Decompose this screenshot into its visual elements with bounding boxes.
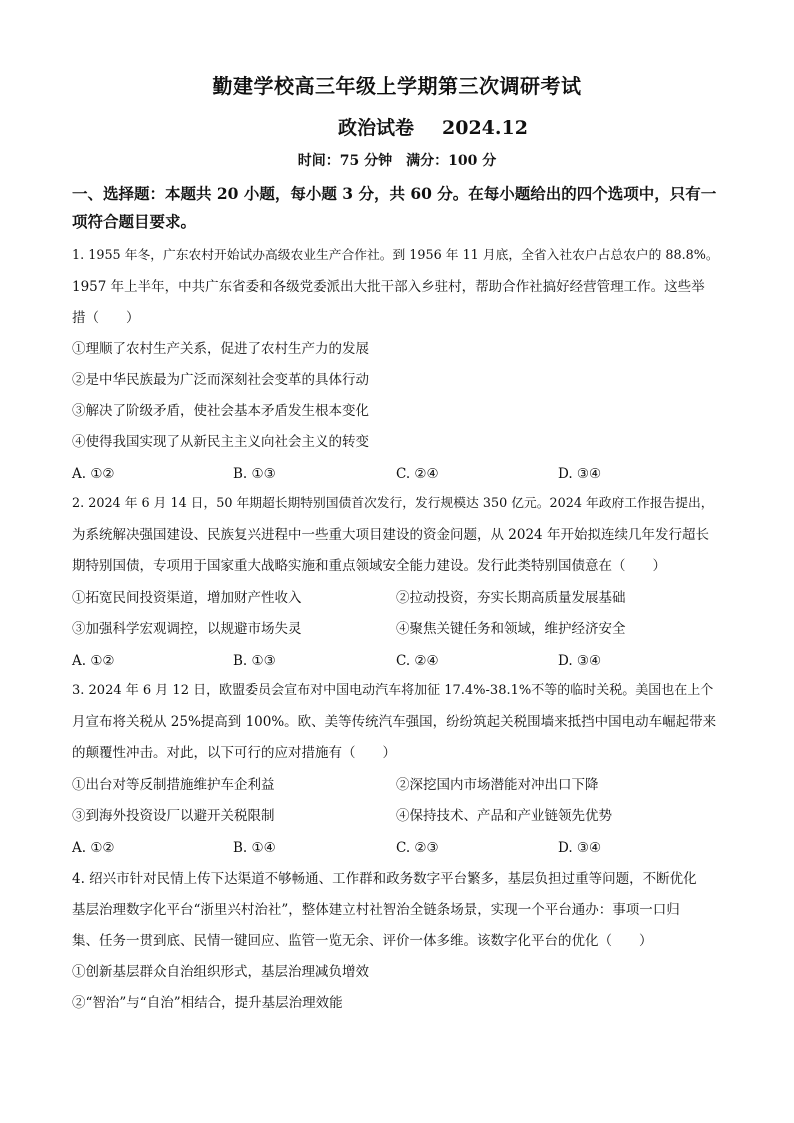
q1-stem-line2: 1957 年上半年，中共广东省委和各级党委派出大批干部入乡驻村，帮助合作社搞好经营管理工作。这些举 [72,279,705,295]
q2-item-3: ③加强科学宏观调控，以规避市场失灵 [72,621,302,637]
q3-stem-line2: 月宣布将关税从 25%提高到 100%。欧、美等传统汽车强国，纷纷筑起关税围墙来抵挡中国电动车崛起带来 [72,714,717,730]
q1-choice-c[interactable]: C. ②④ [396,466,439,482]
q2-item-4: ④聚焦关键任务和领域，维护经济安全 [396,621,626,637]
q2-stem-line3: 期特别国债，专项用于国家重大战略实施和重点领域安全能力建设。发行此类特别国债意在（ ） [72,558,666,574]
q3-item-2: ②深挖国内市场潜能对冲出口下降 [396,777,599,793]
q3-item-3: ③到海外投资设厂以避开关税限制 [72,808,275,824]
q1-stem-line1: 1. 1955 年冬，广东农村开始试办高级农业生产合作社。到 1956 年 11 月底，全省入社农户占总农户的 88.8%。 [72,248,719,263]
q4-stem-line2: 基层治理数字化平台“浙里兴村治社”，整体建立村社智治全链条场景，实现一个平台通办：事项一口归 [72,902,680,918]
exam-meta: 时间：75 分钟 满分：100 分 [297,153,497,169]
q3-stem-line3: 的颠覆性冲击。对此，以下可行的应对措施有（ ） [72,745,396,761]
q4-item-2: ②“智治”与“自治”相结合，提升基层治理效能 [72,995,343,1011]
q1-choice-d[interactable]: D. ③④ [558,466,602,482]
q2-choice-d[interactable]: D. ③④ [558,653,602,669]
q1-item-4: ④使得我国实现了从新民主主义向社会主义的转变 [72,434,369,450]
q3-stem-line1: 3. 2024 年 6 月 12 日，欧盟委员会宣布对中国电动汽车将加征 17.4%-38.1%不等的临时关税。美国也在上个 [72,683,714,698]
exam-subtitle [338,113,528,140]
q1-item-2: ②是中华民族最为广泛而深刻社会变革的具体行动 [72,372,369,388]
q3-choice-d[interactable]: D. ③④ [558,840,602,856]
q2-item-1: ①拓宽民间投资渠道，增加财产性收入 [72,590,302,606]
q2-item-2: ②拉动投资，夯实长期高质量发展基础 [396,590,626,606]
q3-choice-a[interactable]: A. ①② [72,840,115,856]
subject-label: 政治试卷 [338,117,415,139]
q3-item-1: ①出台对等反制措施维护车企利益 [72,777,275,793]
exam-title: 勤建学校高三年级上学期第三次调研考试 [212,74,582,98]
q3-choice-c[interactable]: C. ②③ [396,840,439,856]
q1-item-1: ①理顺了农村生产关系，促进了农村生产力的发展 [72,341,369,357]
q2-choice-b[interactable]: B. ①③ [233,653,276,669]
q2-choice-a[interactable]: A. ①② [72,653,115,669]
q1-choice-a[interactable]: A. ①② [72,466,115,482]
section-heading-line2: 项符合题目要求。 [72,212,197,231]
q2-stem-line1: 2. 2024 年 6 月 14 日，50 年期超长期特别国债首次发行，发行规模达 350 亿元。2024 年政府工作报告提出， [72,496,714,511]
q1-item-3: ③解决了阶级矛盾，使社会基本矛盾发生根本变化 [72,403,369,419]
q4-stem-line3: 集、任务一贯到底、民情一键回应、监管一览无余、评价一体多维。该数字化平台的优化（ ） [72,933,653,949]
q4-item-1: ①创新基层群众自治组织形式，基层治理减负增效 [72,964,369,980]
q4-stem-line1: 4. 绍兴市针对民情上传下达渠道不够畅通、工作群和政务数字平台繁多，基层负担过重等问题，不断优化 [72,871,697,887]
q1-stem-line3: 措（ ） [72,310,140,326]
section-heading-line1: 一、选择题：本题共 20 小题，每小题 3 分，共 60 分。在每小题给出的四个选项中，只有一 [72,184,717,203]
exam-date: 2024.12 [442,117,528,139]
section-heading [72,180,722,236]
q1-choice-b[interactable]: B. ①③ [233,466,276,482]
q2-choice-c[interactable]: C. ②④ [396,653,439,669]
q3-item-4: ④保持技术、产品和产业链领先优势 [396,808,612,824]
q3-choice-b[interactable]: B. ①④ [233,840,276,856]
q2-stem-line2: 为系统解决强国建设、民族复兴进程中一些重大项目建设的资金问题，从 2024 年开始拟连续几年发行超长 [72,527,709,543]
